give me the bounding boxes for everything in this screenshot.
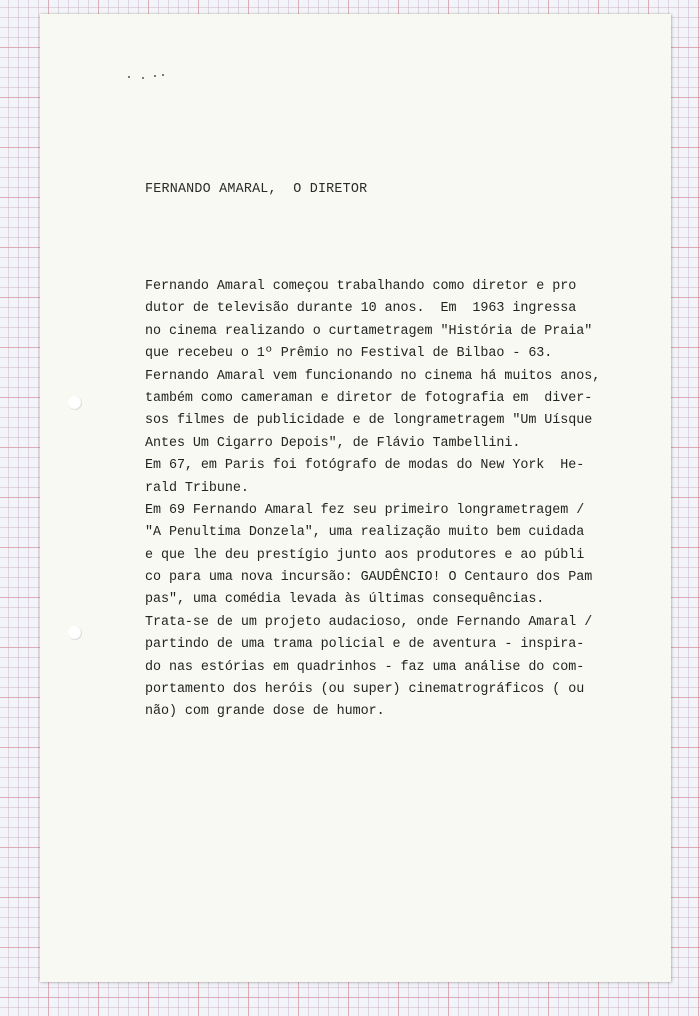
body-line: "A Penultima Donzela", uma realização muito bem cuidada [145,525,585,541]
body-line: também como cameraman e diretor de fotografia em diver- [145,390,593,406]
body-line: Em 67, em Paris foi fotógrafo de modas do New York He- [145,458,585,474]
body-line: pas", uma comédia levada às últimas consequências. [145,592,545,608]
document-body [145,276,685,724]
punch-hole-upper [68,396,82,410]
body-line: portamento dos heróis (ou super) cinematrográficos ( ou [145,682,585,698]
punch-hole-lower [68,626,82,640]
body-line: Antes Um Cigarro Depois", de Flávio Tambellini. [145,435,521,451]
body-line: do nas estórias em quadrinhos - faz uma análise do com- [145,659,585,675]
body-line: dutor de televisão durante 10 anos. Em 1963 ingressa [145,301,577,317]
body-line: Trata-se de um projeto audacioso, onde Fernando Amaral / [145,614,593,630]
ink-speck-marks [128,74,168,80]
body-line: Fernando Amaral começou trabalhando como diretor e pro [145,279,577,294]
body-line: rald Tribune. [145,480,249,496]
body-line: não) com grande dose de humor. [145,704,385,720]
typewritten-page [40,14,671,982]
body-line: e que lhe deu prestígio junto aos produtores e ao públi [145,547,585,563]
body-line: no cinema realizando o curtametragem "História de Praia" [145,323,593,339]
body-line: que recebeu o 1º Prêmio no Festival de Bilbao - 63. [145,346,553,362]
body-line: Em 69 Fernando Amaral fez seu primeiro longrametragem / [145,502,585,518]
body-line: sos filmes de publicidade e de longrametragem "Um Uísque [145,413,593,429]
body-line: partindo de uma trama policial e de aventura - inspira- [145,637,585,653]
body-line: Fernando Amaral vem funcionando no cinema há muitos anos, [145,368,601,384]
document-heading: FERNANDO AMARAL, O DIRETOR [145,182,368,197]
body-line: co para uma nova incursão: GAUDÊNCIO! O Centauro dos Pam [145,570,593,586]
